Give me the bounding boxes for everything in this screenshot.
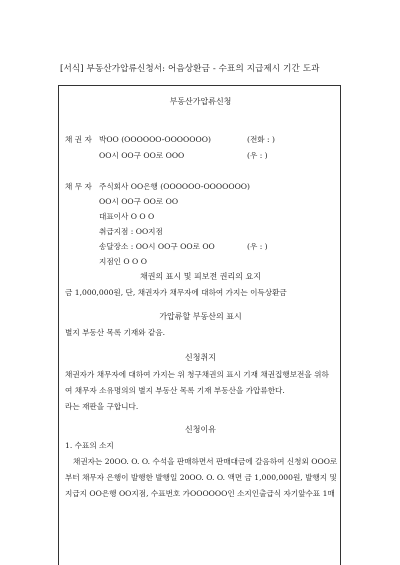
creditor-label: 채 권 자 xyxy=(65,135,92,144)
debtor-label: 채 무 자 xyxy=(65,182,92,191)
debtor-address: OO시 OO구 OO로 OO xyxy=(99,197,179,206)
debtor-branch-manager: 지점인 O O O xyxy=(99,257,147,266)
debtor-company: 주식회사 OO은행 (OOOOOO-OOOOOOO) xyxy=(99,182,250,191)
debtor-branch: 취급지점 : OO지점 xyxy=(99,227,163,236)
reason-line: 부터 채무자 은행이 발행한 발행일 20OO. O. O. 액면 금 1,000,000원, 발행지 및 xyxy=(65,473,337,482)
creditor-address: OO시 OO구 OO로 OOO xyxy=(99,151,185,160)
property-section-title: 가압류할 부동산의 표시 xyxy=(159,312,242,321)
reason-section-title: 신청이유 xyxy=(185,425,216,434)
purpose-line: 여 채무자 소유명의의 별지 부동산 목록 기재 부동산을 가압류한다. xyxy=(65,386,285,395)
purpose-section-title: 신청취지 xyxy=(185,353,216,362)
debtor-service-address: 송달장소 : OO시 OO구 OO로 OO xyxy=(99,242,215,251)
claim-text: 금 1,000,000원, 단, 채권자가 채무자에 대하여 가지는 이득상환금 xyxy=(65,288,287,297)
purpose-line: 라는 재판을 구합니다. xyxy=(65,402,139,411)
form-heading: [서식] 부동산가압류신청서: 어음상환금 - 수표의 지급제시 기간 도과 xyxy=(60,64,320,74)
debtor-service-postal: (우 : ) xyxy=(247,242,268,251)
creditor-phone: (전화 : ) xyxy=(247,135,275,144)
claim-section-title: 채권의 표시 및 피보전 권리의 요지 xyxy=(140,272,261,281)
document-title: 부동산가압류신청 xyxy=(169,97,232,106)
reason-line: 채권자는 20OO. O. O. 수석을 판매하면서 판매대금에 갈음하여 신청외 OOO로 xyxy=(73,457,338,466)
application-frame xyxy=(58,85,341,565)
purpose-line: 채권자가 채무자에 대하여 가지는 위 청구채권의 표시 기재 채권집행보전을 위하 xyxy=(65,370,329,379)
creditor-name: 박OO (OOOOOO-OOOOOOO) xyxy=(99,135,211,144)
property-text: 별지 부동산 목록 기재와 같음. xyxy=(65,328,166,337)
debtor-representative: 대표이사 O O O xyxy=(99,212,155,221)
reason-item-title: 1. 수표의 소지 xyxy=(65,441,114,450)
creditor-postal: (우 : ) xyxy=(247,151,268,160)
reason-line: 지급지 OO은행 OO지점, 수표번호 가OOOOOO인 소지인출급식 자기앞수표 1매 xyxy=(65,489,335,498)
